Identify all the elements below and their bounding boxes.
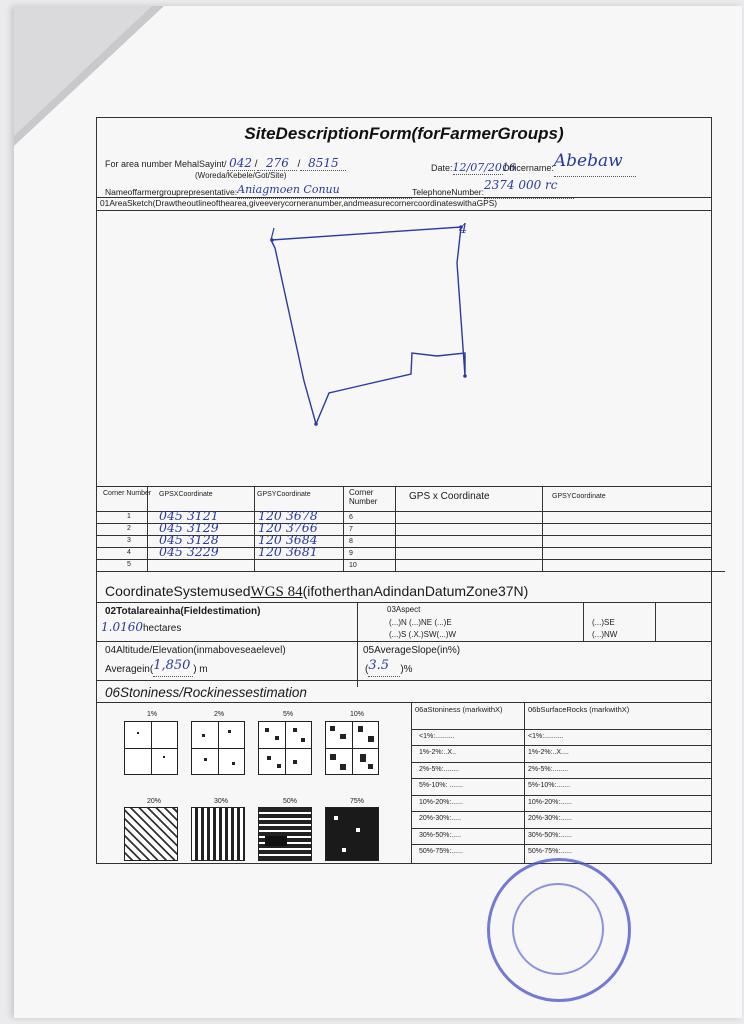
- total-area-row: [101, 620, 181, 634]
- gps-row-1-y: 120 3678: [258, 508, 318, 523]
- aspect-divider-2: [655, 602, 656, 641]
- aspect-row-2: (...)S (.X.)SW(...)W: [389, 630, 457, 639]
- woreda-label: (Woreda/Kebele/Got/Site): [195, 171, 287, 180]
- stone-label-5: 20%: [147, 798, 162, 805]
- gps-table-top: [97, 486, 711, 487]
- stoniness-a-row-4: 5%-10%: .......: [419, 782, 463, 789]
- aspect-nw: (...)NW: [592, 630, 618, 639]
- divider-5: [97, 680, 711, 681]
- stone-label-2: 2%: [214, 711, 225, 718]
- gps-row-4-y: 120 3681: [258, 544, 318, 559]
- gps-header-y-1: GPSYCoordinate: [257, 491, 311, 498]
- stone-label-1: 1%: [147, 711, 158, 718]
- stoniness-b-row-2: 1%-2%:..X....: [528, 749, 569, 756]
- altitude-row: [105, 658, 208, 677]
- stone-label-8: 75%: [350, 798, 365, 805]
- form-title: SiteDescriptionForm(forFarmerGroups): [244, 124, 564, 143]
- date-row: [431, 151, 636, 177]
- stoniness-col-divider: [524, 702, 525, 863]
- stoniness-b-row-6: 20%-30%:......: [528, 815, 572, 822]
- sketch-corner-point-3: [463, 374, 467, 378]
- sketch-label: 01AreaSketch(Drawtheoutlineofthearea,giveeverycorneranumber,andmeasurecornercoordinateswithaGPS): [100, 198, 498, 208]
- gps-row-3-y: 120 3684: [258, 532, 318, 547]
- altitude-prefix: Averagein(: [105, 664, 154, 675]
- sketch-corner-point-2: [314, 422, 318, 426]
- st-line-6: [411, 828, 711, 829]
- officer-value: Abebaw: [553, 151, 623, 171]
- gps-row-2-y: 120 3766: [258, 520, 318, 535]
- stoniness-sample-50pct: [258, 807, 312, 861]
- stone-label-3: 5%: [283, 711, 294, 718]
- officer-label: Officername:: [502, 163, 554, 173]
- gps-row-2-x: 045 3129: [159, 520, 219, 535]
- gps-row-2-corner: 2: [127, 525, 131, 532]
- coordinate-system-row: [105, 583, 528, 601]
- stoniness-a-row-2: 1%-2%:..X..: [419, 749, 456, 756]
- stoniness-col-b-title: 06bSurfaceRocks (markwithX): [528, 705, 630, 714]
- gps-row-4-x: 045 3229: [159, 544, 219, 559]
- aspect-se: (...)SE: [592, 618, 615, 627]
- stoniness-sample-5pct: [258, 721, 312, 775]
- total-area-unit: hectares: [143, 623, 182, 634]
- date-label: Date:: [431, 163, 453, 173]
- area-number-value-1: 042: [229, 156, 253, 170]
- stoniness-a-row-6: 20%-30%:.....: [419, 815, 462, 822]
- altitude-value: 1,850: [153, 658, 191, 673]
- coordinate-system-value: WGS 84: [250, 584, 303, 600]
- st-line-4: [411, 795, 711, 796]
- st-line-0: [411, 729, 711, 730]
- gps-row-1-x: 045 3121: [159, 508, 219, 523]
- coordinate-system-label: CoordinateSystemused: [105, 583, 251, 599]
- stone-label-4: 10%: [350, 711, 365, 718]
- stoniness-a-row-7: 30%-50%:.....: [419, 832, 462, 839]
- altitude-suffix: ) m: [193, 664, 208, 675]
- st-line-7: [411, 844, 711, 845]
- stoniness-sample-2pct: [191, 721, 245, 775]
- stoniness-sample-1pct: [124, 721, 178, 775]
- st-line-1: [411, 745, 711, 746]
- sketch-corner-tick: [271, 228, 274, 240]
- official-stamp-inner: [512, 883, 604, 975]
- sketch-outline: [271, 227, 465, 424]
- gps-row-5-corner-2: 10: [349, 562, 357, 569]
- gps-row-4-corner-2: 9: [349, 550, 353, 557]
- area-number-value-3: 8515: [308, 156, 339, 170]
- stone-label-6: 30%: [214, 798, 229, 805]
- altitude-label: 04Altitude/Elevation(inmaboveseaelevel): [105, 645, 286, 656]
- stoniness-a-row-3: 2%-5%:........: [419, 766, 460, 773]
- gps-header-corner-2: Corner Number: [349, 488, 378, 506]
- date-value: 12/07/2016: [452, 161, 516, 174]
- area-number-row: For area number MehalSayint/ 042 / 276 / 8515: [105, 156, 346, 171]
- coordinate-system-rest: (ifotherthanAdindanDatumZone37N): [302, 583, 529, 599]
- gps-row-1-corner: 1: [127, 513, 131, 520]
- gps-row-line-4: [97, 559, 711, 560]
- stoniness-b-row-3: 2%-5%:........: [528, 766, 569, 773]
- sketch-corner-point-1: [270, 238, 274, 242]
- aspect-label: 03Aspect: [387, 605, 421, 614]
- gps-header-corner-1: Corner Number: [103, 490, 152, 497]
- aspect-divider: [583, 602, 584, 641]
- phone-value: 2374 000 rc: [483, 178, 558, 192]
- gps-row-line-5: [97, 571, 725, 572]
- slope-label: 05AverageSlope(in%): [363, 645, 461, 656]
- stoniness-col-a-title: 06aStoniness (markwithX): [415, 705, 503, 714]
- total-area-label: 02Totalareainha(Fieldestimation): [105, 606, 261, 617]
- gps-header-x-2: GPS x Coordinate: [409, 491, 490, 502]
- slope-suffix: )%: [400, 664, 413, 675]
- representative-label: Nameoffarmergrouprepresentative:: [105, 187, 238, 197]
- stoniness-divider: [411, 702, 412, 863]
- stoniness-b-row-8: 50%-75%:......: [528, 848, 572, 855]
- gps-row-3-x: 045 3128: [159, 532, 219, 547]
- area-aspect-divider: [357, 602, 358, 687]
- stoniness-sample-30pct: [191, 807, 245, 861]
- slope-value: 3.5: [368, 658, 390, 673]
- stoniness-b-row-1: <1%:..........: [528, 733, 564, 740]
- slope-row: (3.5 )%: [365, 658, 413, 675]
- gps-row-3-corner-2: 8: [349, 538, 353, 545]
- gps-row-5-corner: 5: [127, 561, 131, 568]
- st-line-5: [411, 811, 711, 812]
- gps-header-y-2: GPSYCoordinate: [552, 493, 606, 500]
- stoniness-b-row-4: 5%-10%:.......: [528, 782, 571, 789]
- area-number-label: For area number MehalSayint/: [105, 159, 227, 169]
- site-description-form: [96, 117, 712, 864]
- representative-value: Aniagmoen Conuu: [237, 183, 340, 196]
- stoniness-a-row-1: <1%:..........: [419, 733, 455, 740]
- area-sketch: [97, 211, 711, 486]
- divider-6: [97, 702, 711, 703]
- divider-4: [97, 641, 711, 642]
- sketch-corner-label: 4: [459, 222, 468, 237]
- phone-label: TelephoneNumber:: [412, 187, 484, 197]
- stoniness-a-row-8: 50%-75%:......: [419, 848, 463, 855]
- stoniness-b-row-7: 30%-50%:......: [528, 832, 572, 839]
- area-number-value-2: 276: [266, 156, 289, 170]
- gps-row-3-corner: 3: [127, 537, 131, 544]
- stoniness-title: 06Stoniness/Rockinessestimation: [105, 685, 307, 700]
- official-stamp: [487, 858, 631, 1002]
- gps-header-x-1: GPSXCoordinate: [159, 491, 213, 498]
- st-line-2: [411, 762, 711, 763]
- st-line-3: [411, 778, 711, 779]
- stoniness-sample-75pct: [325, 807, 379, 861]
- stoniness-sample-10pct: [325, 721, 379, 775]
- aspect-row-1: (...)N (...)NE (...)E: [389, 618, 452, 627]
- divider-3: [97, 602, 711, 603]
- gps-row-4-corner: 4: [127, 549, 131, 556]
- stoniness-b-row-5: 10%-20%:......: [528, 799, 572, 806]
- stone-label-7: 50%: [283, 798, 298, 805]
- stoniness-a-row-5: 10%-20%:......: [419, 799, 463, 806]
- gps-row-2-corner-2: 7: [349, 526, 353, 533]
- total-area-value: 1.0160: [101, 620, 143, 634]
- gps-row-1-corner-2: 6: [349, 514, 353, 521]
- stoniness-sample-20pct: [124, 807, 178, 861]
